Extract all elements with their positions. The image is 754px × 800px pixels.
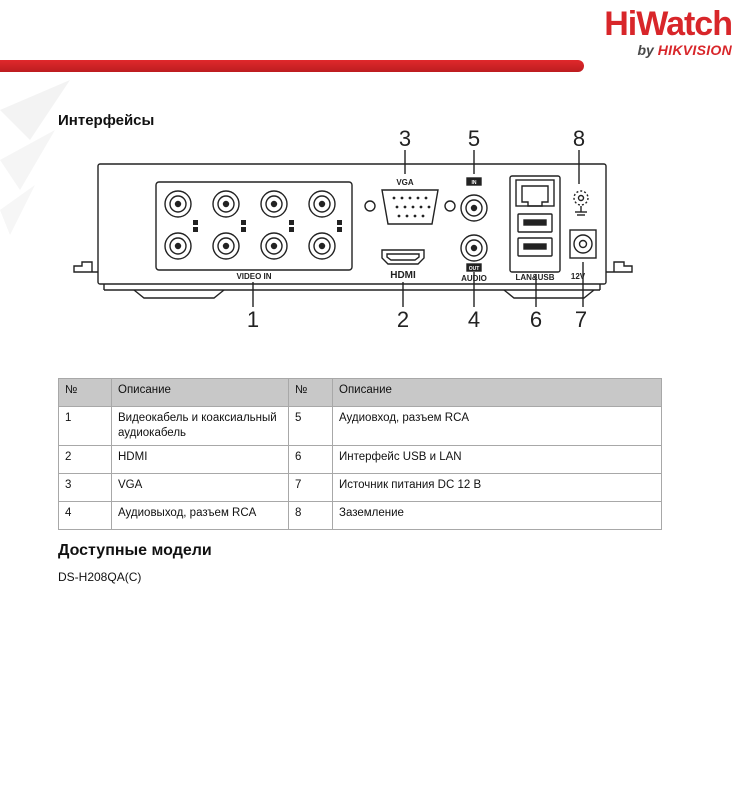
interfaces-table: [58, 378, 662, 530]
table-row: [59, 407, 662, 446]
cell-description: Аудиовыход, разъем RCA: [112, 502, 289, 530]
label-vga: VGA: [396, 178, 414, 187]
header-description: Описание: [333, 379, 662, 407]
cell-description: Видеокабель и коаксиальный аудиокабель: [112, 407, 289, 446]
cell-number: 5: [289, 407, 333, 446]
callout-7: 7: [574, 307, 588, 332]
cell-number: 4: [59, 502, 112, 530]
callout-4: 4: [467, 307, 481, 332]
callout-5: 5: [467, 126, 481, 151]
label-lan-usb: LAN&USB: [515, 273, 555, 282]
cell-description: Интерфейс USB и LAN: [333, 446, 662, 474]
label-video-in: VIDEO IN: [236, 272, 272, 281]
rear-panel-svg: [64, 122, 654, 337]
label-audio: AUDIO: [461, 274, 487, 283]
table-row: [59, 474, 662, 502]
cell-number: 2: [59, 446, 112, 474]
hiwatch-logo: HiWatch by HIKVISION: [604, 5, 732, 58]
cell-description: Заземление: [333, 502, 662, 530]
cell-description: HDMI: [112, 446, 289, 474]
cell-description: VGA: [112, 474, 289, 502]
table-row: [59, 446, 662, 474]
callout-2: 2: [396, 307, 410, 332]
model-item: DS-H208QA(C): [58, 570, 142, 584]
label-power: 12V: [570, 272, 586, 281]
table-header-row: [59, 379, 662, 407]
callout-1: 1: [246, 307, 260, 332]
cell-number: 3: [59, 474, 112, 502]
rear-panel-diagram: [64, 122, 654, 342]
cell-description: Источник питания DC 12 В: [333, 474, 662, 502]
models-heading: Доступные модели: [58, 542, 212, 559]
header-description: Описание: [112, 379, 289, 407]
header-number: №: [289, 379, 333, 407]
callout-6: 6: [529, 307, 543, 332]
cell-number: 8: [289, 502, 333, 530]
table-row: [59, 502, 662, 530]
header-red-bar: [0, 60, 584, 72]
label-audio-out: OUT: [468, 266, 480, 272]
interfaces-heading: Интерфейсы: [58, 112, 155, 129]
cell-number: 7: [289, 474, 333, 502]
cell-description: Аудиовход, разъем RCA: [333, 407, 662, 446]
cell-number: 6: [289, 446, 333, 474]
label-audio-in: IN: [471, 180, 477, 186]
callout-8: 8: [572, 126, 586, 151]
cell-number: 1: [59, 407, 112, 446]
callout-3: 3: [398, 126, 412, 151]
header-number: №: [59, 379, 112, 407]
label-hdmi: HDMI: [390, 270, 416, 281]
